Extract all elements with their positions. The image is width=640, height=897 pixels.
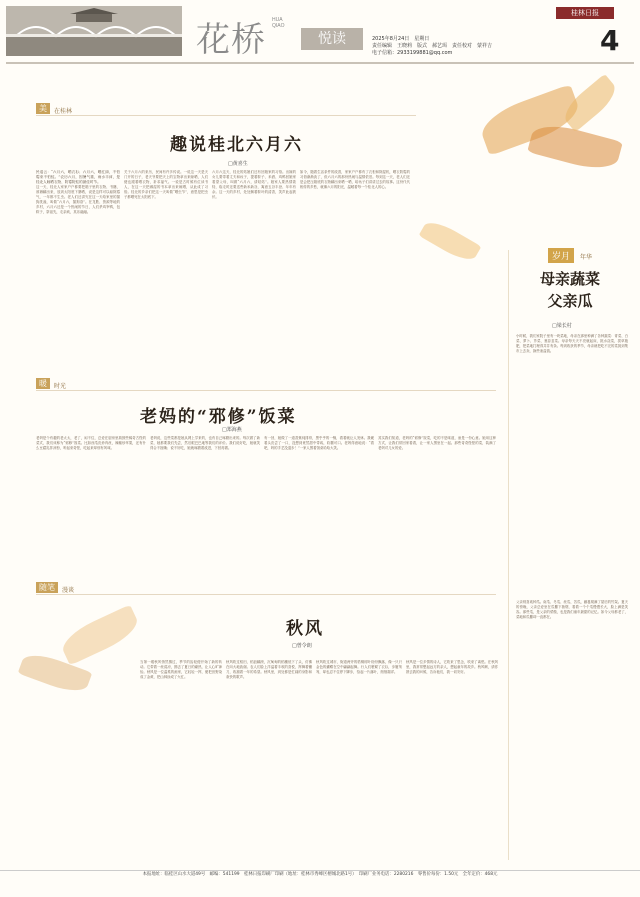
sidebar-tag: 岁月 <box>548 248 574 263</box>
article1-col2 <box>124 170 208 370</box>
article-text: 秋风吹过稻田，稻浪翻滚，沉甸甸的稻穗低下了头，仿佛在向大地致谢。农人们脸上洋溢着丰收的喜悦，挥舞着镰刀，收割着一年的希望。秋风里，到处都是忙碌的身影和欢快的歌声。 <box>226 660 312 679</box>
article-text: 老妈说，这些菜都是她从网上学来的，也有自己琢磨出来的。每次做了新菜，她都要我们先尝，然后眼巴巴地等我们的评价。我们说好吃，她就笑得合不拢嘴；说不好吃，她就琢磨着改进，下回再做。 <box>150 436 260 450</box>
article-lead: 民谣云：“六月六，晒衣衫；六月六，晒红绿，不怕霉来不怕蛀。”农历六月，因暑气重，雨水丰沛，是桂北人晾晒衣物、防霉防蛀的最佳时节。 <box>36 170 120 184</box>
article1-col4 <box>300 170 410 370</box>
editor-email: 电子信箱：2933199881@qq.com <box>372 50 453 56</box>
brand-pinyin: HUA QIAO <box>272 17 285 29</box>
article3-col2 <box>226 660 312 860</box>
article-author: □曾令朗 <box>292 643 312 649</box>
page-number: 4 <box>600 24 620 57</box>
masthead-rule <box>6 62 634 64</box>
newspaper-logo: 桂林日报 <box>556 7 614 19</box>
article-title-liuyueliu: 趣说桂北六月六 <box>170 135 303 155</box>
article-text: 这一天，桂北人家家户户都要把箱子里的衣物、书籍、被褥翻出来，放到太阳底下暴晒，说是这样可以驱除霉气，一年都不生虫。老人们还讲究在这一天给家里的猫狗洗澡，叫做“六月六，猫狗浴”。在龙胜、资源等地的乡村，六月六还是一个热闹的节日，人们杀鸡宰鸭，包粽子，祭祖先，走亲戚，其乐融融。 <box>36 185 120 214</box>
sidebar-tag-sub: 年华 <box>580 254 593 261</box>
section-rule <box>36 390 496 391</box>
article-text: 有一回，她做了一道香蕉炖排骨，黑乎乎的一锅，看着就让人发怵。我硬着头皮尝了一口，没想到竟然甜中带咸，软糯可口。老妈得意地说：“看吧，妈的手艺没退步！”一家人围着饭桌哈哈大笑。 <box>264 436 374 450</box>
section-label: 悦读 <box>301 28 363 50</box>
editor-credits: 责任编辑 王晓莉 版式 郝艺珥 责任校对 蒙祥吉 <box>372 43 493 49</box>
article-author: □郑海燕 <box>222 427 242 433</box>
sidebar-author: □梁长村 <box>552 323 572 329</box>
column-divider <box>508 250 509 860</box>
article-text: 关于六月六的来历，民间有许多传说。一说这一天是天门开的日子，老天爷要把天上的宝物拿出来晾晒，人们便也跟着晒衣物，祈求福气。一说是古时候有位读书人，在这一天把淋湿的书本拿出来晾晒，从此成了习俗。桂北的乡亲们把这一天叫做“晒虫节”，意思是把虫子都晒死在太阳底下。 <box>124 170 208 199</box>
section-tag-nuan: 暖 <box>36 378 50 389</box>
sidebar-text: 小时候，我们家院子里有一块菜地，母亲在那里种满了各种蔬菜：青菜、白菜、萝卜、芥菜、葱蒜韭菜。母亲每天天不亮就起床，挑水浇菜，拔草施肥，把菜地打理得井井有条。每到收获的季节，母亲就把吃不完的菜挑到集市上去卖，换些油盐钱。 <box>516 334 628 353</box>
article-text: 如今，随着生活条件的改善，家家户户都有了衣柜和除湿机，晒衣防霉的习俗渐渐淡了，但六月六的那份热闹与温情依旧。每到这一天，老人们还是会把压箱底的衣物翻出来晒一晒，给孩子们讲讲过去的故事。这份代代相传的乡愁，就像六月的阳光，温暖着每一个桂北人的心。 <box>300 170 410 189</box>
article3-col3 <box>316 660 402 860</box>
masthead <box>0 0 640 66</box>
sidebar-title-line1: 母亲蔬菜 <box>539 270 600 288</box>
section-tag-sub: 时光 <box>54 383 67 390</box>
sidebar-title-line2: 父亲瓜 <box>547 292 593 310</box>
article-text: 老妈是个有趣的老太太，老了，闲不住，总爱在厨房里捣鼓些稀奇古怪的菜式，我们戏称为“邪修”饭菜。比如西瓜皮炒肉丝，辣椒炒苹果，还有什么豆腐乳拌凉粉，听起来奇怪，吃起来却别有风味。 <box>36 436 146 450</box>
leaf-decoration <box>57 605 142 666</box>
section-rule <box>36 594 496 595</box>
article2-col4 <box>378 436 496 574</box>
footer-info: 本报地址：临桂区山水大道49号 邮编：541199 桂林日报印刷厂印刷（地址：桂林市秀峰区榕城北路1号） 印刷厂业务电话：2280216 零售价每份：1.50元 全年定价：468元 <box>142 872 498 877</box>
article2-col2 <box>150 436 260 574</box>
article-text: 其实我们知道，老妈的“邪修”饭菜，吃的不是味道，而是一份心意。她用这种方式，让我们常回家看看，让一家人围坐在一起。那些奇奇怪怪的菜，装满了老妈对儿女的爱。 <box>378 436 496 450</box>
brand-title: 花桥 <box>196 20 266 60</box>
sidebar-title <box>520 268 620 312</box>
article-title-qiufeng: 秋风 <box>286 619 324 639</box>
issue-meta <box>372 36 492 57</box>
section-tag-sub: 漫谈 <box>62 587 75 594</box>
leaf-decoration <box>419 216 482 265</box>
article-text: 当第一缕秋风悄然拂过，季节的齿轮便开始了新的转动。它带着一丝清凉，拂去了夏日的燥热，让人心旷神怡。秋风是一位温柔的画家，它轻轻一挥，便把田野染成了金黄，把山林涂成了火红。 <box>140 660 222 679</box>
article-text: 秋风吹过城市，街道两旁的梧桐树叶纷纷飘落，像一只只金色的蝴蝶在空中翩翩起舞。行人们裹紧了衣衫，步履匆匆，却也忍不住停下脚步，拾起一片落叶，细细端详。 <box>316 660 402 674</box>
bridge-illustration <box>6 6 182 56</box>
section-rule <box>36 115 416 116</box>
sidebar-text: 父亲则喜欢种瓜。南瓜、冬瓜、丝瓜、苦瓜，藤蔓爬满了屋后的竹架。夏天的傍晚，父亲总爱坐在瓜棚下抽烟，看着一个个瓜慢慢长大，脸上满是笑容。那些瓜，是父亲的骄傲，也是我们童年最甜的记忆。如今父母都老了，菜地和瓜棚却一直都在。 <box>516 600 628 619</box>
article2-col1 <box>36 436 146 574</box>
sidebar-col1 <box>516 334 628 594</box>
article3-col1 <box>140 660 222 860</box>
article-title-laoma: 老妈的“邪修”饭菜 <box>140 407 297 427</box>
article1-col1 <box>36 170 120 370</box>
section-tag-sub: 在桂林 <box>54 108 73 115</box>
article1-col3 <box>212 170 296 370</box>
section-tag-mei: 美 <box>36 103 50 114</box>
article3-col4 <box>406 660 498 860</box>
page-footer <box>0 870 640 897</box>
article-text: 六月六这天，桂北的姑娘们还有回娘家的习俗。出嫁的女儿要带着丈夫和孩子，提着粽子、米酒、鸡鸭回娘家看望父母，叫做“六月六，请姑姑”。娘家人要热情款待，临走时还要送些新米新谷，寓意五谷丰登、年年有余。这一天的乡村，处处飘着粽叶的清香，笑声此起彼伏。 <box>212 170 296 199</box>
article-author: □黄喜生 <box>228 161 248 167</box>
section-tag-suibi: 随笔 <box>36 582 58 593</box>
issue-date: 2025年8月24日 星期日 <box>372 36 430 42</box>
article2-col3 <box>264 436 374 574</box>
article-text: 秋风是一位多情的诗人，它吹来了思念，吹来了离愁。在秋风里，我常常想起远方的亲人，想起童年的故乡。秋风啊，请你捎去我的问候，告诉他们，我一切安好。 <box>406 660 498 674</box>
sidebar-col2 <box>516 600 628 860</box>
